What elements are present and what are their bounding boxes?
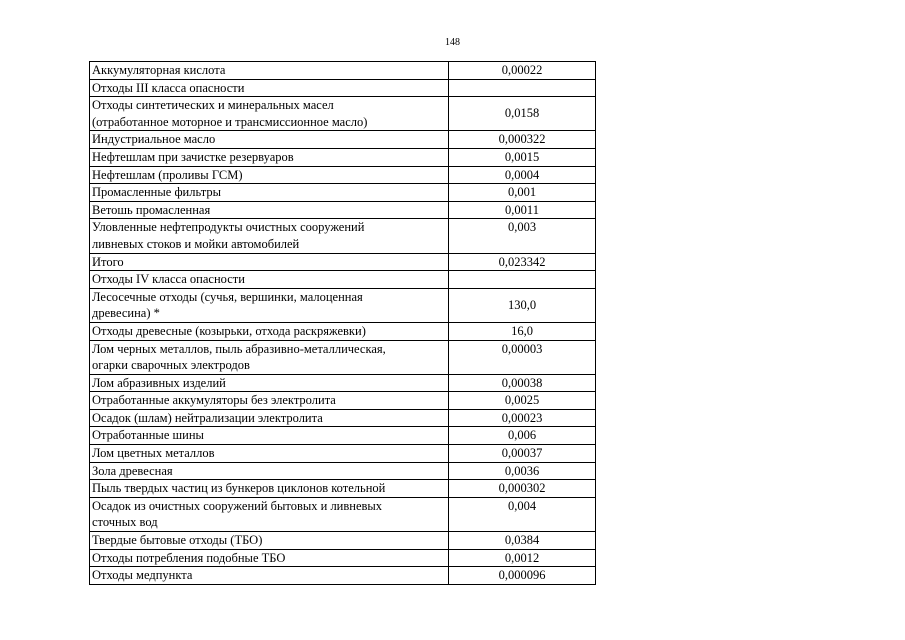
waste-name-line: Лом абразивных изделий xyxy=(92,375,226,390)
waste-value-cell: 0,00037 xyxy=(449,445,596,463)
table-row xyxy=(90,497,596,531)
waste-table xyxy=(89,61,596,585)
waste-name-line: Отходы древесные (козырьки, отхода раскряжевки) xyxy=(92,323,366,338)
table-row xyxy=(90,79,596,97)
waste-value-cell: 0,0158 xyxy=(449,97,596,131)
table-row xyxy=(90,62,596,80)
table-row xyxy=(90,445,596,463)
waste-name-cell xyxy=(90,549,449,567)
waste-name-cell xyxy=(90,271,449,289)
waste-value-cell: 0,0025 xyxy=(449,392,596,410)
waste-value-cell: 0,004 xyxy=(449,497,596,531)
waste-name-cell xyxy=(90,532,449,550)
waste-name-cell xyxy=(90,201,449,219)
waste-name-cell xyxy=(90,392,449,410)
waste-value-cell: 0,000302 xyxy=(449,480,596,498)
waste-name-line: Промасленные фильтры xyxy=(92,185,221,200)
waste-name-cell xyxy=(90,374,449,392)
waste-name-line: Индустриальное масло xyxy=(92,132,216,147)
waste-value-cell xyxy=(449,79,596,97)
waste-name-cell xyxy=(90,166,449,184)
waste-name-line: огарки сварочных электродов xyxy=(92,358,250,373)
waste-name-line: Отходы IV класса опасности xyxy=(92,272,245,287)
waste-name-line: Отходы потребления подобные ТБО xyxy=(92,550,286,565)
waste-name-line: Итого xyxy=(92,254,124,269)
waste-name-line: (отработанное моторное и трансмиссионное масло) xyxy=(92,114,368,129)
waste-name-cell xyxy=(90,409,449,427)
table-row xyxy=(90,166,596,184)
waste-name-line: Отходы медпункта xyxy=(92,568,193,583)
waste-value-cell: 0,023342 xyxy=(449,253,596,271)
waste-value-cell: 0,001 xyxy=(449,184,596,202)
waste-value-cell: 0,0015 xyxy=(449,148,596,166)
table-row xyxy=(90,567,596,585)
waste-name-cell xyxy=(90,322,449,340)
table-row xyxy=(90,97,596,131)
waste-value-cell: 0,0384 xyxy=(449,532,596,550)
table-row xyxy=(90,462,596,480)
waste-name-line: Лом цветных металлов xyxy=(92,446,215,461)
waste-value-cell: 0,0036 xyxy=(449,462,596,480)
waste-name-cell xyxy=(90,148,449,166)
waste-value-cell: 0,00038 xyxy=(449,374,596,392)
waste-name-cell xyxy=(90,288,449,322)
table-row xyxy=(90,253,596,271)
table-row xyxy=(90,409,596,427)
waste-name-cell xyxy=(90,253,449,271)
waste-name-line: древесина) * xyxy=(92,306,160,321)
waste-value-cell: 0,0011 xyxy=(449,201,596,219)
waste-name-line: Аккумуляторная кислота xyxy=(92,63,226,77)
waste-name-cell xyxy=(90,567,449,585)
waste-value-cell: 130,0 xyxy=(449,288,596,322)
waste-name-cell xyxy=(90,79,449,97)
waste-name-cell xyxy=(90,427,449,445)
table-row xyxy=(90,271,596,289)
waste-name-line: Нефтешлам (проливы ГСМ) xyxy=(92,167,243,182)
waste-name-cell xyxy=(90,62,449,80)
waste-name-cell xyxy=(90,97,449,131)
waste-name-line: Твердые бытовые отходы (ТБО) xyxy=(92,533,263,548)
table-row xyxy=(90,480,596,498)
waste-name-line: Пыль твердых частиц из бункеров циклонов котельной xyxy=(92,481,386,496)
waste-name-line: Отработанные аккумуляторы без электролита xyxy=(92,393,336,408)
table-row xyxy=(90,201,596,219)
waste-value-cell: 0,000096 xyxy=(449,567,596,585)
waste-name-line: Уловленные нефтепродукты очистных сооружений xyxy=(92,220,365,235)
waste-name-line: Лесосечные отходы (сучья, вершинки, малоценная xyxy=(92,289,363,304)
waste-table-body xyxy=(90,62,596,585)
table-row xyxy=(90,148,596,166)
waste-name-line: Лом черных металлов, пыль абразивно-металлическая, xyxy=(92,341,386,356)
waste-value-cell xyxy=(449,271,596,289)
table-row xyxy=(90,427,596,445)
waste-value-cell: 0,003 xyxy=(449,219,596,253)
table-row xyxy=(90,184,596,202)
waste-name-line: Ветошь промасленная xyxy=(92,202,211,217)
table-row xyxy=(90,219,596,253)
waste-name-line: Нефтешлам при зачистке резервуаров xyxy=(92,149,294,164)
table-row xyxy=(90,532,596,550)
waste-value-cell: 0,00023 xyxy=(449,409,596,427)
waste-name-line: ливневых стоков и мойки автомобилей xyxy=(92,236,300,251)
waste-name-cell xyxy=(90,184,449,202)
waste-value-cell: 0,00003 xyxy=(449,340,596,374)
waste-name-cell xyxy=(90,131,449,149)
waste-name-cell xyxy=(90,480,449,498)
waste-value-cell: 0,00022 xyxy=(449,62,596,80)
waste-name-line: Зола древесная xyxy=(92,463,173,478)
table-row xyxy=(90,322,596,340)
table-row xyxy=(90,549,596,567)
waste-name-line: Осадок из очистных сооружений бытовых и ливневых xyxy=(92,498,383,513)
waste-value-cell: 0,0004 xyxy=(449,166,596,184)
waste-name-line: сточных вод xyxy=(92,515,158,530)
waste-value-cell: 16,0 xyxy=(449,322,596,340)
waste-name-cell xyxy=(90,219,449,253)
waste-name-line: Осадок (шлам) нейтрализации электролита xyxy=(92,410,323,425)
page-number: 148 xyxy=(445,37,460,48)
waste-value-cell: 0,0012 xyxy=(449,549,596,567)
waste-name-cell xyxy=(90,340,449,374)
waste-value-cell: 0,000322 xyxy=(449,131,596,149)
table-row xyxy=(90,288,596,322)
table-row xyxy=(90,131,596,149)
waste-name-cell xyxy=(90,445,449,463)
waste-name-cell xyxy=(90,497,449,531)
waste-name-cell xyxy=(90,462,449,480)
waste-name-line: Отходы III класса опасности xyxy=(92,80,245,95)
waste-name-line: Отработанные шины xyxy=(92,428,204,443)
waste-name-line: Отходы синтетических и минеральных масел xyxy=(92,98,334,113)
table-row xyxy=(90,374,596,392)
table-row xyxy=(90,340,596,374)
table-row xyxy=(90,392,596,410)
waste-value-cell: 0,006 xyxy=(449,427,596,445)
